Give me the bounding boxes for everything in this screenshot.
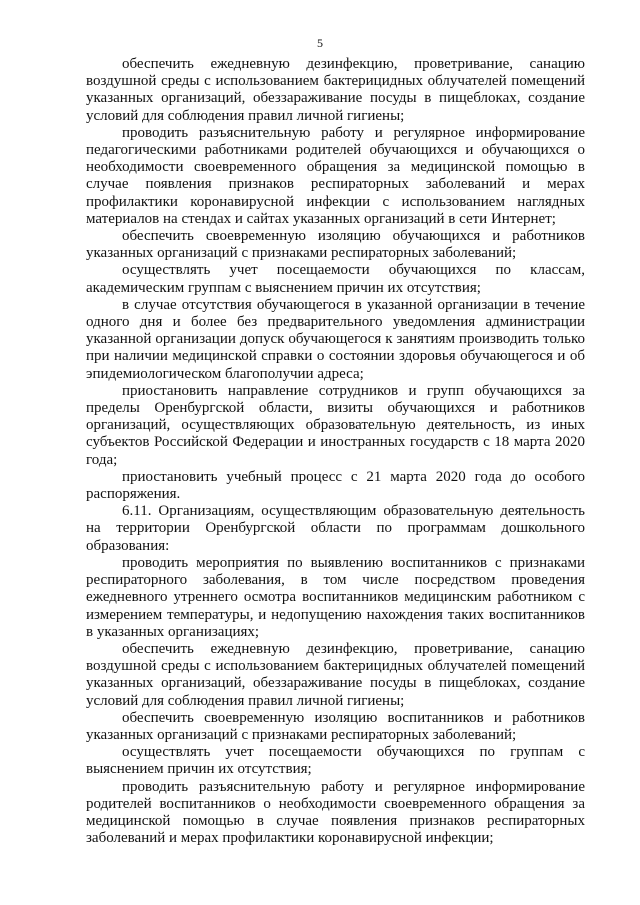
- paragraph: в случае отсутствия обучающегося в указанной организации в течение одного дня и более без предварительного уведомления администрации указанной организации допуск обучающегося к занятиям производить только при наличии медицинской справки о состоянии здоровья обучающегося и об эпидемиологическом благополучии адреса;: [86, 296, 585, 382]
- paragraph: обеспечить ежедневную дезинфекцию, проветривание, санацию воздушной среды с использованием бактерицидных облучателей помещений указанных организаций, обеззараживание посуды в пищеблоках, создание условий для соблюдения правил личной гигиены;: [86, 640, 585, 709]
- paragraph: осуществлять учет посещаемости обучающихся по классам, академическим группам с выяснением причин их отсутствия;: [86, 262, 585, 296]
- paragraph: проводить разъяснительную работу и регулярное информирование родителей воспитанников о необходимости своевременного обращения за медицинской помощью в случае появления признаков респираторных заболеваний и мерах профилактики коронавирусной инфекции;: [86, 778, 585, 847]
- paragraph-section-6-11: 6.11. Организациям, осуществляющим образовательную деятельность на территории Оренбургской области по программам дошкольного образования:: [86, 503, 585, 554]
- paragraph: проводить разъяснительную работу и регулярное информирование педагогическими работниками родителей обучающихся и обучающихся о необходимости своевременного обращения за медицинской помощью в случае появления признаков респираторных заболеваний и мерах профилактики коронавирусной инфекции с использованием наглядных материалов на стендах и сайтах указанных организаций в сети Интернет;: [86, 124, 585, 227]
- paragraph: приостановить учебный процесс с 21 марта 2020 года до особого распоряжения.: [86, 468, 585, 503]
- paragraph: осуществлять учет посещаемости обучающихся по группам с выяснением причин их отсутствия;: [86, 744, 585, 778]
- paragraph: обеспечить ежедневную дезинфекцию, проветривание, санацию воздушной среды с использованием бактерицидных облучателей помещений указанных организаций, обеззараживание посуды в пищеблоках, создание условий для соблюдения правил личной гигиены;: [86, 56, 585, 124]
- paragraph: обеспечить своевременную изоляцию воспитанников и работников указанных организаций с признаками респираторных заболеваний;: [86, 709, 585, 743]
- paragraph: обеспечить своевременную изоляцию обучающихся и работников указанных организаций с признаками респираторных заболеваний;: [86, 228, 585, 262]
- document-body: [86, 56, 585, 847]
- paragraph: приостановить направление сотрудников и групп обучающихся за пределы Оренбургской области, визиты обучающихся и работников организаций, осуществляющих образовательную деятельность, из иных субъектов Российской Федерации и иностранных государств с 18 марта 2020 года;: [86, 382, 585, 468]
- page-number: 5: [317, 36, 323, 50]
- paragraph: проводить мероприятия по выявлению воспитанников с признаками респираторного заболевания, в том числе посредством проведения ежедневного утреннего осмотра воспитанников медицинским работником с измерением температуры, и недопущению нахождения таких воспитанников в указанных организациях;: [86, 554, 585, 640]
